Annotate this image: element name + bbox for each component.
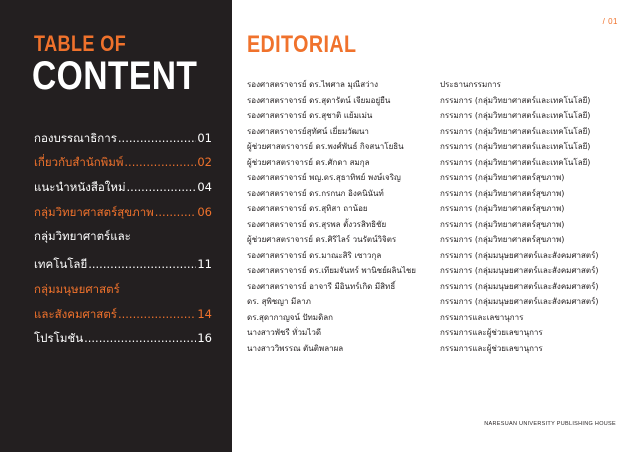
toc-item-editorial[interactable] (34, 130, 212, 146)
member-name: ผู้ช่วยศาสตราจารย์ ดร.พงศ์พันธ์ กิจสนาโยธิน (247, 142, 404, 152)
toc-item-promotion[interactable] (34, 330, 212, 346)
table-of-contents-panel (0, 0, 232, 452)
member-name: รองศาสตราจารย์ ดร.มาณะสิริ เซาวกุล (247, 250, 382, 260)
toc-item-science-tech[interactable] (34, 256, 212, 272)
editorial-member-row (247, 108, 627, 124)
editorial-member-row (247, 186, 627, 202)
editorial-member-row (247, 263, 627, 279)
member-role: กรรมการและผู้ช่วยเลขานุการ (440, 343, 543, 353)
member-role: กรรมการ (กลุ่มวิทยาศาสตร์และเทคโนโลยี) (440, 157, 591, 167)
member-name: นางสาวพัชรี ทั่วมไวดี (247, 328, 322, 338)
member-role: กรรมการ (กลุ่มมนุษยศาสตร์และสังคมศาสตร์) (440, 281, 599, 291)
member-name: ดร. สุพิชญา มีลาภ (247, 297, 311, 307)
editorial-member-row (247, 310, 627, 326)
member-role: กรรมการ (กลุ่มวิทยาศาสตร์สุขภาพ) (440, 173, 565, 183)
member-name: ผู้ช่วยศาสตราจารย์ ดร.ศักดา สมกุล (247, 157, 370, 167)
member-name: ผู้ช่วยศาสตราจารย์ ดร.ศิริไลร์ วนรัตน์วิจิตร (247, 235, 397, 245)
toc-item-page: 06 (197, 205, 212, 219)
member-role: กรรมการ (กลุ่มวิทยาศาสตร์สุขภาพ) (440, 235, 565, 245)
editorial-member-row (247, 124, 627, 140)
toc-item-page: 02 (197, 155, 212, 169)
editorial-member-row (247, 201, 627, 217)
toc-item-humanities-line1[interactable]: กลุ่มมนุษยศาสตร์ (34, 282, 120, 296)
toc-leader-dots (84, 330, 196, 346)
publisher-name: NARESUAN UNIVERSITY PUBLISHING HOUSE (484, 421, 616, 427)
member-name: รองศาสตราจารย์ พญ.ดร.สุธาทิพย์ พงษ์เจริญ (247, 173, 401, 183)
toc-item-label: และสังคมศาสตร์ (34, 307, 117, 321)
toc-leader-dots (155, 204, 197, 220)
editorial-member-row (247, 77, 627, 93)
member-name: ดร.สุดากาญจน์ ปัทมดิลก (247, 312, 334, 322)
member-name: รองศาสตราจารย์สุทัศน์ เยี่ยมวัฒนา (247, 126, 369, 136)
member-role: กรรมการและผู้ช่วยเลขานุการ (440, 328, 543, 338)
page-number: / 01 (602, 17, 618, 26)
toc-item-page: 11 (197, 257, 212, 271)
toc-item-label: เทคโนโลยี (34, 257, 88, 271)
editorial-board-list (247, 77, 627, 356)
member-name: รองศาสตราจารย์ อาจารี มีอินทร์เกิด มีสิทธิ์ (247, 281, 396, 291)
editorial-member-row (247, 294, 627, 310)
member-role: กรรมการ (กลุ่มวิทยาศาสตร์และเทคโนโลยี) (440, 126, 591, 136)
member-role: กรรมการ (กลุ่มวิทยาศาสตร์สุขภาพ) (440, 219, 565, 229)
toc-item-label: เกี่ยวกับสำนักพิมพ์ (34, 155, 124, 169)
toc-item-label: กองบรรณาธิการ (34, 131, 117, 145)
toc-item-label: โปรโมชัน (34, 331, 84, 345)
member-role: กรรมการ (กลุ่มวิทยาศาสตร์และเทคโนโลยี) (440, 142, 591, 152)
toc-item-page: 04 (197, 180, 212, 194)
member-role: กรรมการ (กลุ่มมนุษยศาสตร์และสังคมศาสตร์) (440, 297, 599, 307)
editorial-member-row (247, 217, 627, 233)
toc-title-line2: CONTENT (32, 54, 198, 98)
toc-item-page: 01 (197, 131, 212, 145)
editorial-member-row (247, 279, 627, 295)
toc-item-science-tech-line1[interactable]: กลุ่มวิทยาศาตร์และ (34, 229, 131, 243)
editorial-heading: EDITORIAL (247, 31, 357, 58)
toc-title-line1: TABLE OF (34, 31, 127, 56)
member-role: กรรมการ (กลุ่มวิทยาศาสตร์สุขภาพ) (440, 188, 565, 198)
member-role: กรรมการ (กลุ่มวิทยาศาสตร์สุขภาพ) (440, 204, 565, 214)
member-name: รองศาสตราจารย์ ดร.สุดารัตน์ เจียมอยู่ยืน (247, 95, 391, 105)
toc-item-page: 16 (197, 331, 212, 345)
editorial-member-row (247, 325, 627, 341)
member-name: รองศาสตราจารย์ ดร.สุรพล ตั้งวรสิทธิชัย (247, 219, 387, 229)
toc-item-humanities[interactable] (34, 306, 212, 322)
toc-leader-dots (124, 154, 196, 170)
member-role: กรรมการและเลขานุการ (440, 312, 524, 322)
toc-item-page: 14 (197, 307, 212, 321)
member-name: รองศาสตราจารย์ ดร.กรกนก อิงคนินันท์ (247, 188, 384, 198)
editorial-member-row (247, 93, 627, 109)
editorial-member-row (247, 155, 627, 171)
toc-leader-dots (88, 256, 196, 272)
member-name: รองศาสตราจารย์ ดร.ไพศาล มุณีสว่าง (247, 80, 378, 90)
member-name: รองศาสตราจารย์ ดร.สุทิสา ถาน้อย (247, 204, 368, 214)
member-role: ประธานกรรมการ (440, 80, 501, 90)
member-name: รองศาสตราจารย์ ดร.เทียมจันทร์ พานิชย์ผลินไชย (247, 266, 416, 276)
toc-leader-dots (127, 179, 197, 195)
toc-leader-dots (118, 130, 196, 146)
member-role: กรรมการ (กลุ่มวิทยาศาสตร์และเทคโนโลยี) (440, 95, 591, 105)
member-name: นางสาววิพรรณ ตันติพลาผล (247, 343, 344, 353)
toc-item-new-books[interactable] (34, 179, 212, 195)
editorial-member-row (247, 139, 627, 155)
member-role: กรรมการ (กลุ่มวิทยาศาสตร์และเทคโนโลยี) (440, 111, 591, 121)
toc-item-health-science[interactable] (34, 204, 212, 220)
toc-item-label: กลุ่มวิทยาศาสตร์สุขภาพ (34, 205, 154, 219)
member-name: รองศาสตราจารย์ ดร.สุชาติ แย้มเม่น (247, 111, 373, 121)
editorial-member-row (247, 341, 627, 357)
toc-leader-dots (118, 306, 196, 322)
toc-item-label: แนะนำหนังสือใหม่ (34, 180, 126, 194)
editorial-member-row (247, 170, 627, 186)
editorial-member-row (247, 248, 627, 264)
toc-item-about-publisher[interactable] (34, 154, 212, 170)
member-role: กรรมการ (กลุ่มมนุษยศาสตร์และสังคมศาสตร์) (440, 250, 599, 260)
editorial-member-row (247, 232, 627, 248)
member-role: กรรมการ (กลุ่มมนุษยศาสตร์และสังคมศาสตร์) (440, 266, 599, 276)
